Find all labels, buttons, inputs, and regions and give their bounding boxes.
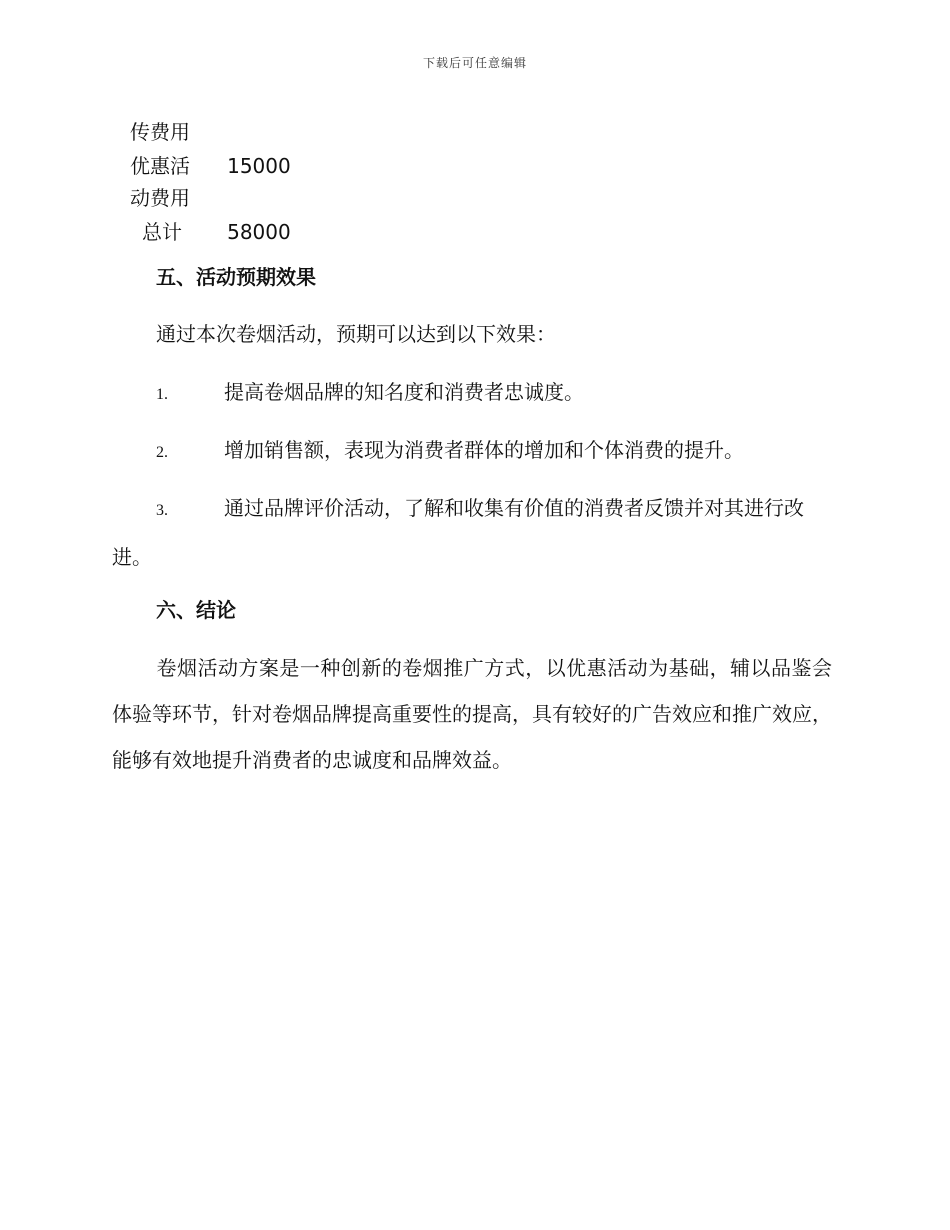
budget-row (130, 150, 390, 214)
budget-row-value: 15000 (227, 154, 291, 178)
list-item-number: 1. (156, 386, 168, 403)
list-item (112, 427, 832, 476)
budget-row-total (130, 216, 390, 248)
section-title-expected-effects: 五、活动预期效果 (156, 265, 316, 289)
section6-body (112, 645, 832, 783)
budget-label-line: 动费用 (130, 186, 190, 210)
section6-body-text: 卷烟活动方案是一种创新的卷烟推广方式，以优惠活动为基础，辅以品鉴会体验等环节，针对卷烟品牌提高重要性的提高，具有较好的广告效应和推广效应，能够有效地提升消费者的忠诚度和品牌效益。 (112, 656, 832, 772)
list-item-text: 提高卷烟品牌的知名度和消费者忠诚度。 (224, 380, 584, 404)
budget-table (130, 116, 390, 248)
budget-label-line: 传费用 (130, 120, 190, 144)
section-title-conclusion: 六、结论 (156, 598, 236, 622)
list-item-number: 2. (156, 444, 168, 461)
list-item-text: 通过品牌评价活动，了解和收集有价值的消费者反馈并对其进行改进。 (112, 496, 804, 569)
budget-row-label (130, 150, 222, 214)
section5-intro-text: 通过本次卷烟活动，预期可以达到以下效果： (156, 322, 556, 346)
budget-row (130, 116, 390, 148)
list-item-number: 3. (156, 502, 168, 519)
list-item (112, 369, 832, 418)
page-header-note: 下载后可任意编辑 (422, 56, 527, 70)
budget-label-line: 优惠活 (130, 154, 190, 178)
section5-intro (112, 311, 832, 357)
budget-row-label (130, 216, 222, 248)
list-item (112, 485, 832, 580)
budget-row-value: 58000 (227, 220, 291, 244)
budget-label-line: 总计 (142, 220, 182, 244)
list-item-text: 增加销售额，表现为消费者群体的增加和个体消费的提升。 (224, 438, 744, 462)
budget-row-label (130, 116, 222, 148)
